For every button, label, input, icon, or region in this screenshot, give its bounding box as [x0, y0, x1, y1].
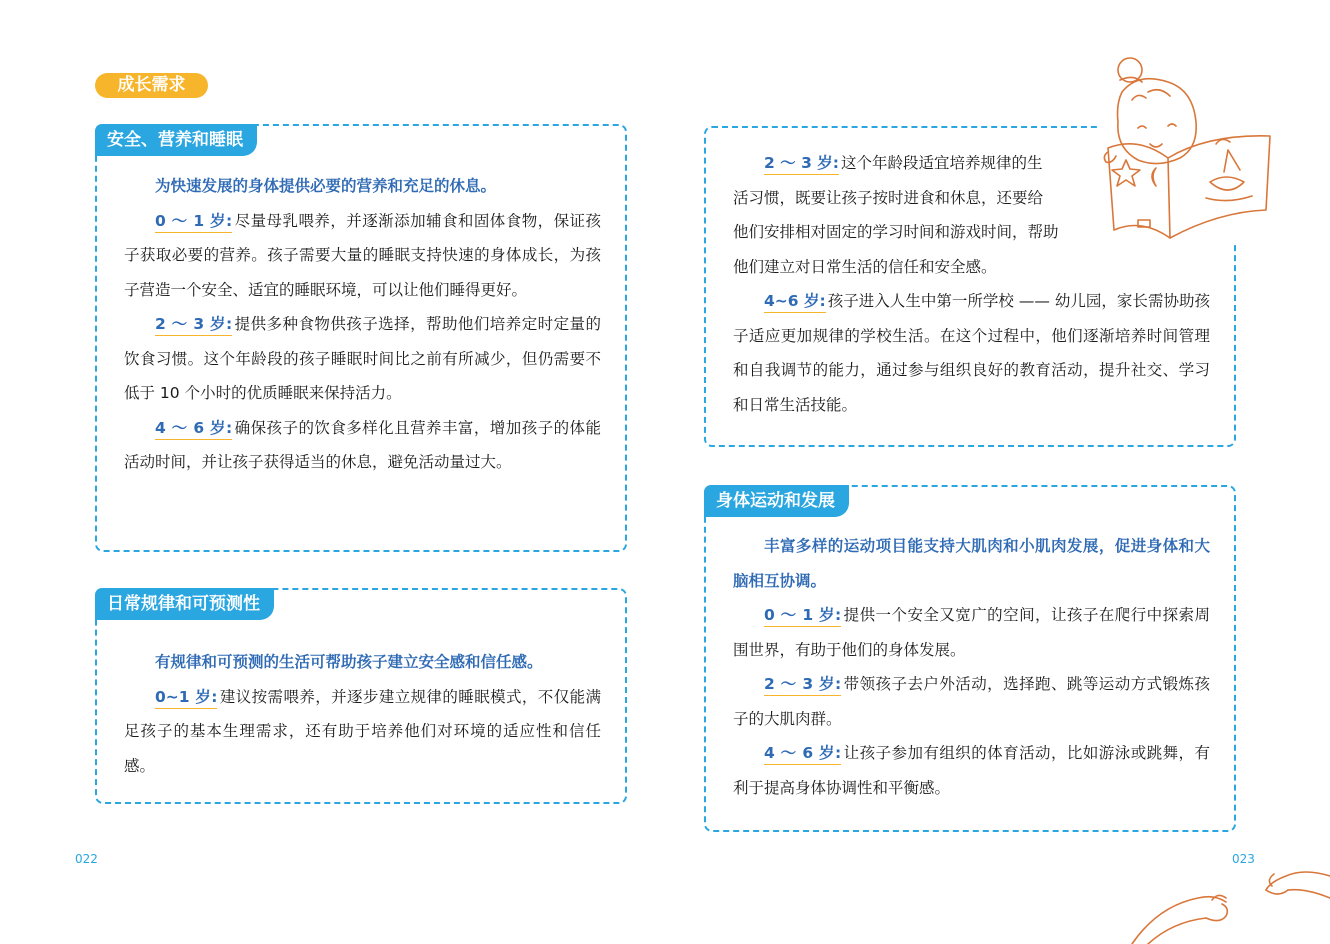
age-label: 2 ～ 3 岁:: [764, 154, 839, 175]
age-text: 尽量母乳喂养，并逐渐添加辅食和固体食物，保证孩子获取必要的营养。孩子需要大量的睡眠支持快速的身体成长，为孩子营造一个安全、适宜的睡眠环境，可以让他们睡得更好。: [124, 211, 601, 299]
page-number-right: 023: [1232, 852, 1255, 866]
age-text: 带领孩子去户外活动，选择跑、跳等运动方式锻炼孩子的大肌肉群。: [733, 675, 1210, 728]
age-text: 孩子进入人生中第一所学校 —— 幼儿园，家长需协助孩子适应更加规律的学校生活。在这个过程中，他们逐渐培养时间管理和自我调节的能力，通过参与组织良好的教育活动，提升社交、学习和日常生活技能。: [733, 292, 1211, 414]
age-text-line: 这个年龄段适宜培养规律的生: [840, 154, 1043, 172]
lead-text: 丰富多样的运动项目能支持大肌肉和小肌肉发展，促进身体和大脑相互协调。: [733, 537, 1210, 590]
age-paragraph: [124, 411, 601, 480]
age-text: 确保孩子的饮食多样化且营养丰富，增加孩子的体能活动时间，并让孩子获得适当的休息，避免活动量过大。: [124, 418, 601, 471]
age-label: 4 ～ 6 岁:: [764, 744, 841, 765]
box-physical-activity: [704, 485, 1236, 832]
box-body: [733, 529, 1210, 805]
age-paragraph: [733, 667, 1210, 736]
age-paragraph: [733, 284, 1210, 422]
box-routine-predictability: [95, 588, 627, 804]
age-text-line: 活习惯，既要让孩子按时进食和休息，还要给: [733, 188, 1044, 207]
age-text-line: 他们建立对日常生活的信任和安全感。: [733, 257, 997, 276]
box-body: [124, 645, 601, 783]
age-text: 提供多种食物供孩子选择，帮助他们培养定时定量的饮食习惯。这个年龄段的孩子睡眠时间比之前有所减少，但仍需要不低于 10 个小时的优质睡眠来保持活力。: [124, 315, 601, 402]
page-number-left: 022: [75, 852, 98, 866]
age-label: 2 ～ 3 岁:: [155, 315, 232, 336]
section-tag: 成长需求: [95, 73, 208, 98]
age-label: 0~1 岁:: [155, 688, 217, 709]
lead-text: 有规律和可预测的生活可帮助孩子建立安全感和信任感。: [155, 653, 543, 671]
age-paragraph: [124, 680, 601, 784]
age-paragraph: [124, 307, 601, 411]
age-label: 2 ～ 3 岁:: [764, 675, 841, 696]
box-safety-nutrition-sleep: [95, 124, 627, 552]
box-title: 身体运动和发展: [704, 485, 849, 517]
age-text: 让孩子参加有组织的体育活动，比如游泳或跳舞，有利于提高身体协调性和平衡感。: [733, 744, 1210, 797]
box-title: 日常规律和可预测性: [95, 588, 274, 620]
age-label: 4~6 岁:: [764, 292, 826, 313]
age-text: 提供一个安全又宽广的空间，让孩子在爬行中探索周围世界，有助于他们的身体发展。: [733, 606, 1210, 659]
age-text-line: 他们安排相对固定的学习时间和游戏时间，帮助: [733, 223, 1059, 241]
age-text: 建议按需喂养，并逐步建立规律的睡眠模式，不仅能满足孩子的基本生理需求，还有助于培养他们对环境的适应性和信任感。: [124, 687, 601, 775]
box-body: [124, 169, 601, 480]
age-label: 0 ～ 1 岁:: [155, 212, 232, 233]
box-title: 安全、营养和睡眠: [95, 124, 257, 156]
age-paragraph: [124, 204, 601, 308]
age-paragraph: [733, 736, 1210, 805]
lead-text: 为快速发展的身体提供必要的营养和充足的休息。: [155, 177, 497, 195]
child-reading-illustration: [1098, 52, 1278, 242]
age-label: 0 ～ 1 岁:: [764, 606, 841, 627]
hand-illustration: [1128, 862, 1330, 944]
age-label: 4 ～ 6 岁:: [155, 419, 232, 440]
age-paragraph: [733, 598, 1210, 667]
